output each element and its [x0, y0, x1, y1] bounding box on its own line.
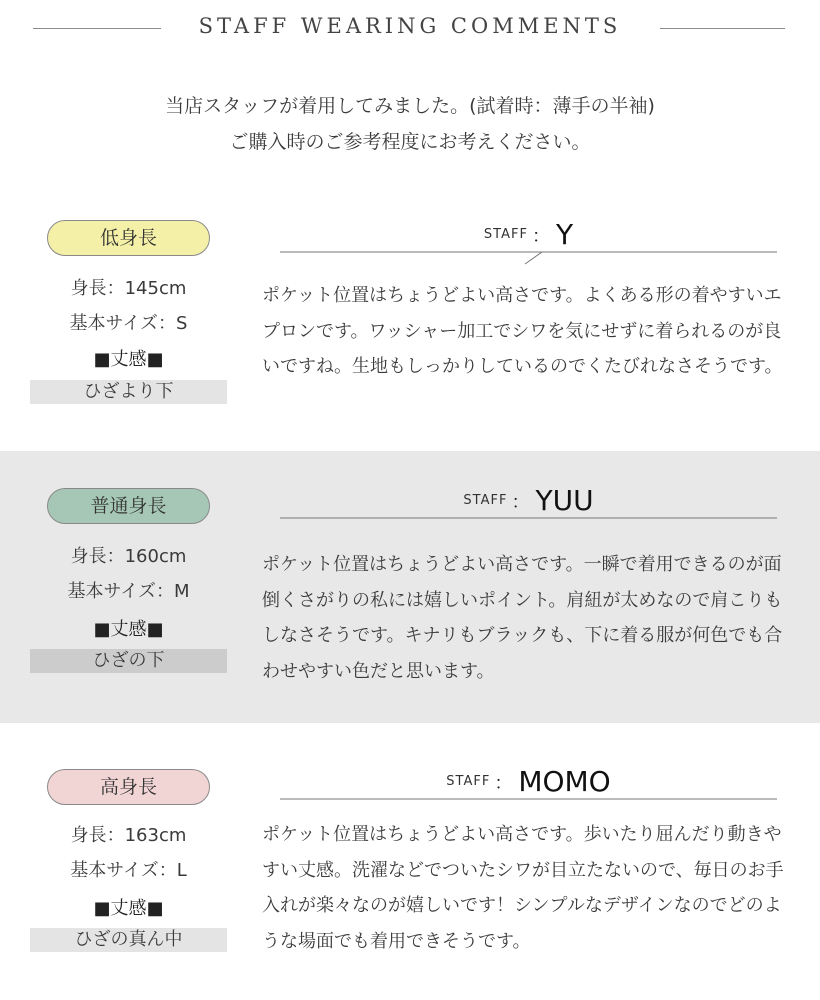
intro-line-2: ご購入時のご参考程度にお考えください。 — [229, 131, 591, 153]
staff-section-short — [0, 180, 820, 452]
staff-underline — [280, 510, 777, 534]
intro-line-1: 当店スタッフが着用してみました。(試着時：薄手の半袖) — [165, 95, 655, 117]
staff-name: Y — [555, 218, 574, 251]
length-value: ひざの下 — [30, 649, 227, 673]
staff-underline — [280, 791, 777, 815]
staff-comment: ポケット位置はちょうどよい高さです。一瞬で着用できるのが面倒くさがりの私には嬉しいポイント。肩紐が太めなので肩こりもしなさそうです。キナリもブラックも、下に着る服が何色でも合わせやすい色だと思います。 — [262, 554, 783, 682]
staff-name: MOMO — [518, 765, 611, 798]
staff-name-block — [280, 218, 777, 268]
intro-text — [0, 88, 820, 160]
staff-name-block — [280, 484, 777, 534]
staff-colon: ： — [511, 491, 530, 513]
staff-underline — [280, 244, 777, 268]
header-rule-right — [660, 28, 785, 29]
length-value: ひざより下 — [30, 380, 227, 404]
fit-title: ■丈感■ — [93, 619, 164, 640]
length-value: ひざの真ん中 — [30, 928, 227, 952]
fit-title: ■丈感■ — [93, 898, 164, 919]
staff-comment: ポケット位置はちょうどよい高さです。歩いたり屈んだり動きやすい丈感。洗濯などでついたシワが目立たないので、毎日のお手入れが楽々なのが嬉しいです！シンプルなデザインなのでどのような場面でも着用できそうです。 — [262, 824, 784, 952]
staff-colon: ： — [531, 225, 550, 247]
staff-section-medium — [0, 451, 820, 723]
base-size: 基本サイズ：L — [70, 860, 187, 881]
section-header — [0, 0, 820, 60]
height-type-badge: 高身長 — [47, 769, 210, 805]
staff-label: STAFF — [483, 227, 528, 242]
base-size: 基本サイズ：S — [69, 313, 188, 334]
staff-section-tall — [0, 723, 820, 995]
staff-height: 身長：163cm — [70, 825, 187, 846]
staff-label: STAFF — [446, 774, 491, 789]
staff-name-block — [280, 765, 777, 815]
height-type-badge: 普通身長 — [47, 488, 210, 524]
staff-name: YUU — [535, 484, 594, 517]
fit-title: ■丈感■ — [93, 349, 164, 370]
staff-comment: ポケット位置はちょうどよい高さです。よくある形の着やすいエプロンです。ワッシャー加工でシワを気にせずに着られるのが良いですね。生地もしっかりしているのでくたびれなさそうです。 — [262, 285, 783, 377]
staff-label: STAFF — [463, 493, 508, 508]
page-title: STAFF WEARING COMMENTS — [198, 14, 622, 38]
staff-height: 身長：160cm — [70, 546, 187, 567]
staff-height: 身長：145cm — [70, 278, 187, 299]
base-size: 基本サイズ：M — [67, 581, 190, 602]
staff-colon: ： — [494, 772, 513, 794]
height-type-badge: 低身長 — [47, 220, 210, 256]
